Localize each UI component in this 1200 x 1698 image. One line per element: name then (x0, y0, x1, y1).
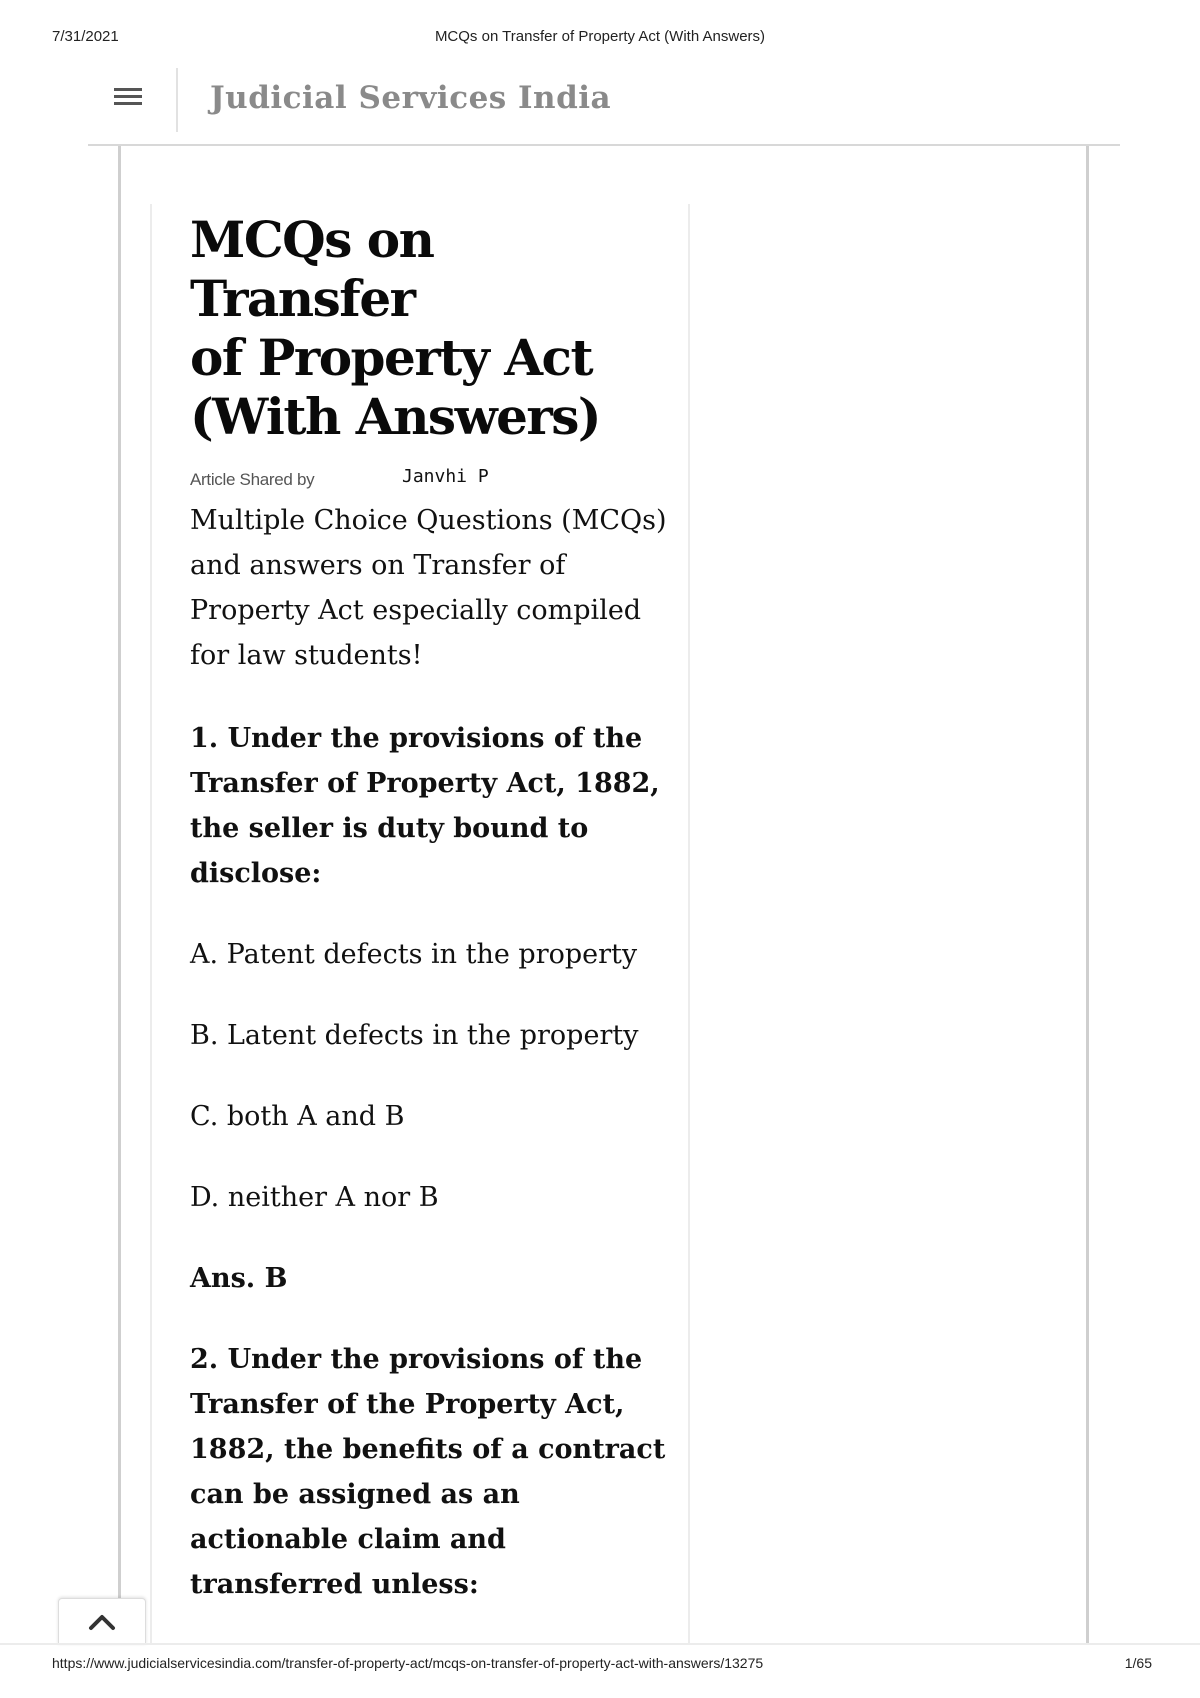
byline (190, 466, 670, 496)
site-title[interactable]: Judicial Services India (210, 80, 612, 116)
header-divider (176, 68, 178, 132)
content-column-left-border (150, 204, 152, 1644)
page-number: 1/65 (1124, 1655, 1152, 1671)
question-1-option-c: C. both A and B (190, 1101, 405, 1132)
article-intro: Multiple Choice Questions (MCQs) and answers on Transfer of Property Act especially compiled for law students! (190, 505, 667, 671)
article-title-line: of Property Act (190, 328, 593, 387)
print-date: 7/31/2021 (52, 28, 119, 45)
question-2: 2. Under the provisions of the Transfer of the Property Act, 1882, the benefits of a contract can be assigned as an actionable claim and transferred unless: (190, 1344, 666, 1600)
byline-label: Article Shared by (190, 470, 315, 489)
print-footer (0, 1655, 1200, 1675)
question-1: 1. Under the provisions of the Transfer of Property Act, 1882, the seller is duty bound to disclose: (190, 723, 660, 889)
question-1-option-a: A. Patent defects in the property (190, 939, 638, 970)
article (190, 210, 670, 1607)
print-header (0, 28, 1200, 48)
print-page-title: MCQs on Transfer of Property Act (With Answers) (434, 28, 766, 45)
author-name[interactable]: Janvhi P (402, 466, 489, 487)
frame-right-border (1086, 146, 1089, 1643)
article-title-line: MCQs on Transfer (190, 210, 434, 328)
question-1-answer: Ans. B (190, 1263, 288, 1294)
article-title-line: (With Answers) (190, 387, 601, 446)
header-edge (1088, 144, 1120, 146)
page-url: https://www.judicialservicesindia.com/transfer-of-property-act/mcqs-on-transfer-of-property-act-with-answers/13275 (52, 1655, 764, 1671)
question-1-option-d: D. neither A nor B (190, 1182, 439, 1213)
footer-rule (0, 1643, 1200, 1645)
article-title (190, 210, 670, 446)
frame-left-border (118, 146, 121, 1643)
hamburger-menu-icon[interactable] (114, 84, 146, 116)
chevron-up-icon (87, 1612, 117, 1632)
scroll-to-top-button[interactable] (58, 1598, 146, 1645)
site-header (88, 62, 1120, 146)
question-1-option-b: B. Latent defects in the property (190, 1020, 639, 1051)
content-column-right-border (688, 204, 690, 1644)
